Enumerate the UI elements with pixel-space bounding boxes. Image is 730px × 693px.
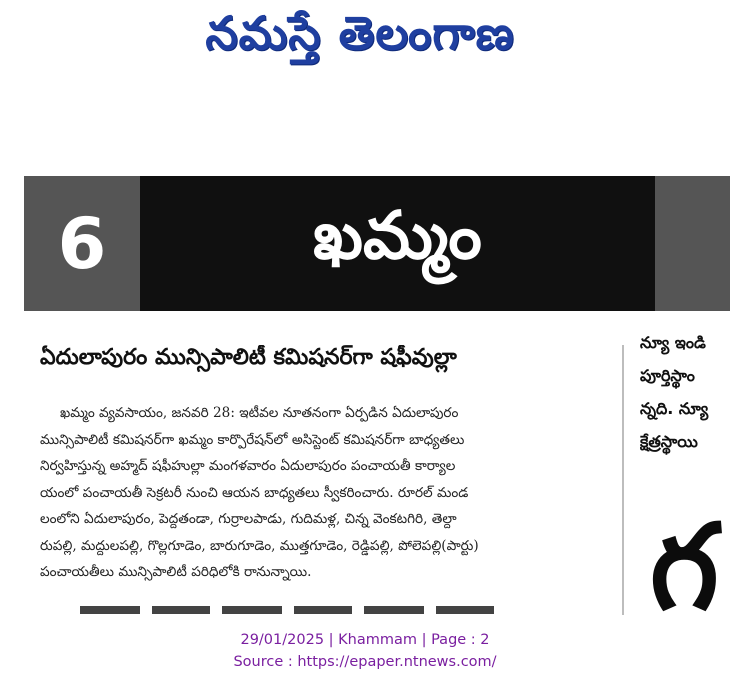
side-column-line: క్షేత్రస్థాయి <box>640 432 698 451</box>
article-line: యంలో పంచాయతీ సెక్రటరీ నుంచి ఆయన బాధ్యతలు స్వీకరించారు. రూరల్ మండ <box>40 484 469 501</box>
article-line: నిర్వహిస్తున్న అహ్మద్ షఫీహుల్లా మంగళవారం ఏదులాపురం పంచాయతీ కార్యాల <box>40 458 456 474</box>
section-title: ఖమ్మం <box>313 197 482 274</box>
article-line: రుపల్లి, మద్దులపల్లి, గొల్లగూడెం, బారుగూడెం, ముత్తగూడెం, రెడ్డిపల్లి, పోలెపల్లి(పార్టు) <box>40 537 479 554</box>
source-footer <box>0 620 730 693</box>
side-column-article <box>640 326 730 456</box>
side-graphic-letter: గ <box>650 520 719 615</box>
footer-date-line: 29/01/2025 | Khammam | Page : 2 <box>240 632 490 648</box>
side-column-line: పూర్తిస్థాం <box>640 366 695 385</box>
article-line: ఖమ్మం వ్యవసాయం, జనవరి 28: ఇటీవల నూతనంగా ఏర్పడిన ఏదులాపురం <box>60 405 459 421</box>
masthead-title: నమస్తే తెలంగాణ <box>205 6 515 60</box>
newspaper-masthead <box>150 4 570 74</box>
article-line: మున్సిపాలిటీ కమిషనర్‌గా ఖమ్మం కార్పొరేషన్‌లో అసిస్టెంట్ కమిషనర్‌గా బాధ్యతలు <box>40 431 465 448</box>
article-line: లంలోని ఏదులాపురం, పెద్దతండా, గుర్రాలపాడు, గుదిమళ్ల, చిన్న వెంకటగిరి, తెల్దా <box>40 511 457 527</box>
section-title-box <box>140 176 655 311</box>
side-column-graphic <box>650 520 730 615</box>
footer-source-line: Source : https://epaper.ntnews.com/ <box>233 654 497 670</box>
article-body <box>40 400 612 605</box>
truncated-subheadline <box>80 606 500 614</box>
article-headline: ఏదులాపురం మున్సిపాలిటీ కమిషనర్‌గా షఫీవుల్లా <box>40 345 457 370</box>
side-column-line: న్యూ ఇండి <box>640 333 706 352</box>
side-column-line: న్నది. న్యూ <box>640 399 709 418</box>
article-line: పంచాయతీలు మున్సిపాలిటీ పరిధిలోకి రానున్నాయి. <box>40 564 312 580</box>
column-divider <box>622 345 624 615</box>
page-number: 6 <box>57 202 107 285</box>
page-number-box <box>24 176 140 311</box>
